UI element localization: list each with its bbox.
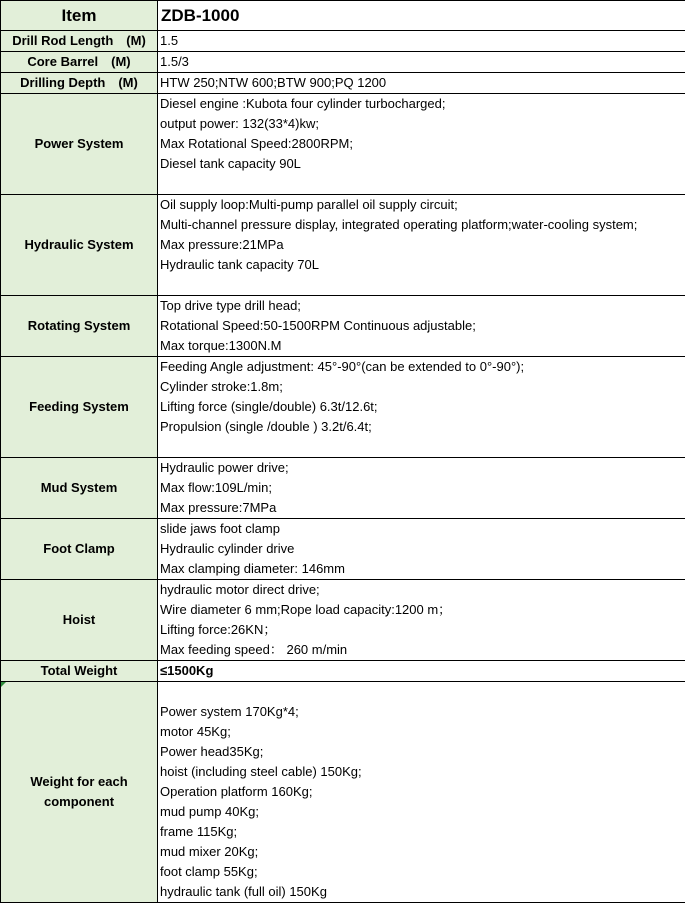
spec-row <box>1 31 685 52</box>
spec-value-line: hydraulic motor direct drive; <box>160 580 685 600</box>
spec-value-line <box>160 174 685 194</box>
spec-label <box>1 94 158 195</box>
spec-label-text: Power System <box>1 134 157 154</box>
spec-value <box>158 661 685 682</box>
spec-label-text: Weight for each <box>1 772 157 792</box>
spec-row <box>1 94 685 195</box>
spec-label-text: Core Barrel (M) <box>1 52 157 72</box>
spec-label-text: Total Weight <box>1 661 157 681</box>
spec-value-line <box>160 682 685 702</box>
spec-label <box>1 296 158 357</box>
spec-value-line: mud mixer 20Kg; <box>160 842 685 862</box>
spec-row <box>1 357 685 458</box>
spec-value <box>158 682 685 903</box>
spec-value-line: Top drive type drill head; <box>160 296 685 316</box>
spec-label <box>1 682 158 903</box>
spec-label <box>1 661 158 682</box>
cell-comment-marker <box>1 682 6 687</box>
spec-label-text: Hoist <box>1 610 157 630</box>
spec-row <box>1 73 685 94</box>
spec-label-text: Drilling Depth (M) <box>1 73 157 93</box>
spec-value-line: Max Rotational Speed:2800RPM; <box>160 134 685 154</box>
spec-value-line: Oil supply loop:Multi-pump parallel oil supply circuit; <box>160 195 685 215</box>
spec-value-line: Hydraulic tank capacity 70L <box>160 255 685 275</box>
spec-value <box>158 52 685 73</box>
spec-value-line: Lifting force:26KN； <box>160 620 685 640</box>
spec-value-line: Hydraulic power drive; <box>160 458 685 478</box>
spec-value <box>158 458 685 519</box>
spec-value-line: output power: 132(33*4)kw; <box>160 114 685 134</box>
spec-value-line: Feeding Angle adjustment: 45°-90°(can be extended to 0°-90°); <box>160 357 685 377</box>
spec-row <box>1 580 685 661</box>
spec-label-text: Foot Clamp <box>1 539 157 559</box>
spec-label <box>1 195 158 296</box>
spec-value-line <box>160 437 685 457</box>
spec-value-line: Max feeding speed： 260 m/min <box>160 640 685 660</box>
spec-value-line: hoist (including steel cable) 150Kg; <box>160 762 685 782</box>
spec-label <box>1 52 158 73</box>
spec-value-line: 1.5 <box>160 31 685 51</box>
spec-row <box>1 52 685 73</box>
spec-value-line: foot clamp 55Kg; <box>160 862 685 882</box>
spec-value-line: Propulsion (single /double ) 3.2t/6.4t; <box>160 417 685 437</box>
spec-value <box>158 296 685 357</box>
spec-value-line: slide jaws foot clamp <box>160 519 685 539</box>
spec-value-line: Max pressure:21MPa <box>160 235 685 255</box>
spec-value-line <box>160 275 685 295</box>
spec-value-line: mud pump 40Kg; <box>160 802 685 822</box>
spec-value <box>158 94 685 195</box>
spec-label-text: component <box>1 792 157 812</box>
spec-value-line: Hydraulic cylinder drive <box>160 539 685 559</box>
spec-label-text: Hydraulic System <box>1 235 157 255</box>
spec-row <box>1 296 685 357</box>
spec-label <box>1 73 158 94</box>
spec-value-line: Wire diameter 6 mm;Rope load capacity:1200 m； <box>160 600 685 620</box>
spec-value-line: Power head35Kg; <box>160 742 685 762</box>
spec-value <box>158 73 685 94</box>
spec-label <box>1 31 158 52</box>
spec-label <box>1 580 158 661</box>
spec-value-line: Multi-channel pressure display, integrated operating platform;water-cooling system; <box>160 215 685 235</box>
header-row <box>1 1 685 31</box>
spec-label-text: Feeding System <box>1 397 157 417</box>
spec-value-line: motor 45Kg; <box>160 722 685 742</box>
spec-label-text: Mud System <box>1 478 157 498</box>
spec-value-line: Max pressure:7MPa <box>160 498 685 518</box>
spec-row <box>1 458 685 519</box>
spec-row <box>1 682 685 903</box>
spec-row <box>1 195 685 296</box>
spec-row <box>1 519 685 580</box>
spec-value-line: 1.5/3 <box>160 52 685 72</box>
spec-label <box>1 357 158 458</box>
spec-value-line: Diesel engine :Kubota four cylinder turbocharged; <box>160 94 685 114</box>
spec-value-line: Operation platform 160Kg; <box>160 782 685 802</box>
spec-value <box>158 357 685 458</box>
spec-label-text: Rotating System <box>1 316 157 336</box>
spec-value-line: frame 115Kg; <box>160 822 685 842</box>
spec-label <box>1 458 158 519</box>
spec-value-line: Max torque:1300N.M <box>160 336 685 356</box>
spec-value <box>158 31 685 52</box>
spec-value-line: Power system 170Kg*4; <box>160 702 685 722</box>
spec-label <box>1 519 158 580</box>
model-header: ZDB-1000 <box>158 1 685 31</box>
spec-value-line: Rotational Speed:50-1500RPM Continuous adjustable; <box>160 316 685 336</box>
spec-value <box>158 580 685 661</box>
spec-value-line: Diesel tank capacity 90L <box>160 154 685 174</box>
spec-value-line: Max clamping diameter: 146mm <box>160 559 685 579</box>
spec-value-line: ≤1500Kg <box>160 661 685 681</box>
item-header: Item <box>1 1 158 31</box>
spec-value-line: hydraulic tank (full oil) 150Kg <box>160 882 685 902</box>
spec-row <box>1 661 685 682</box>
spec-value-line: Cylinder stroke:1.8m; <box>160 377 685 397</box>
spec-value-line: Max flow:109L/min; <box>160 478 685 498</box>
spec-value-line: Lifting force (single/double) 6.3t/12.6t; <box>160 397 685 417</box>
spec-value <box>158 519 685 580</box>
spec-value <box>158 195 685 296</box>
spec-label-text: Drill Rod Length (M) <box>1 31 157 51</box>
spec-value-line: HTW 250;NTW 600;BTW 900;PQ 1200 <box>160 73 685 93</box>
